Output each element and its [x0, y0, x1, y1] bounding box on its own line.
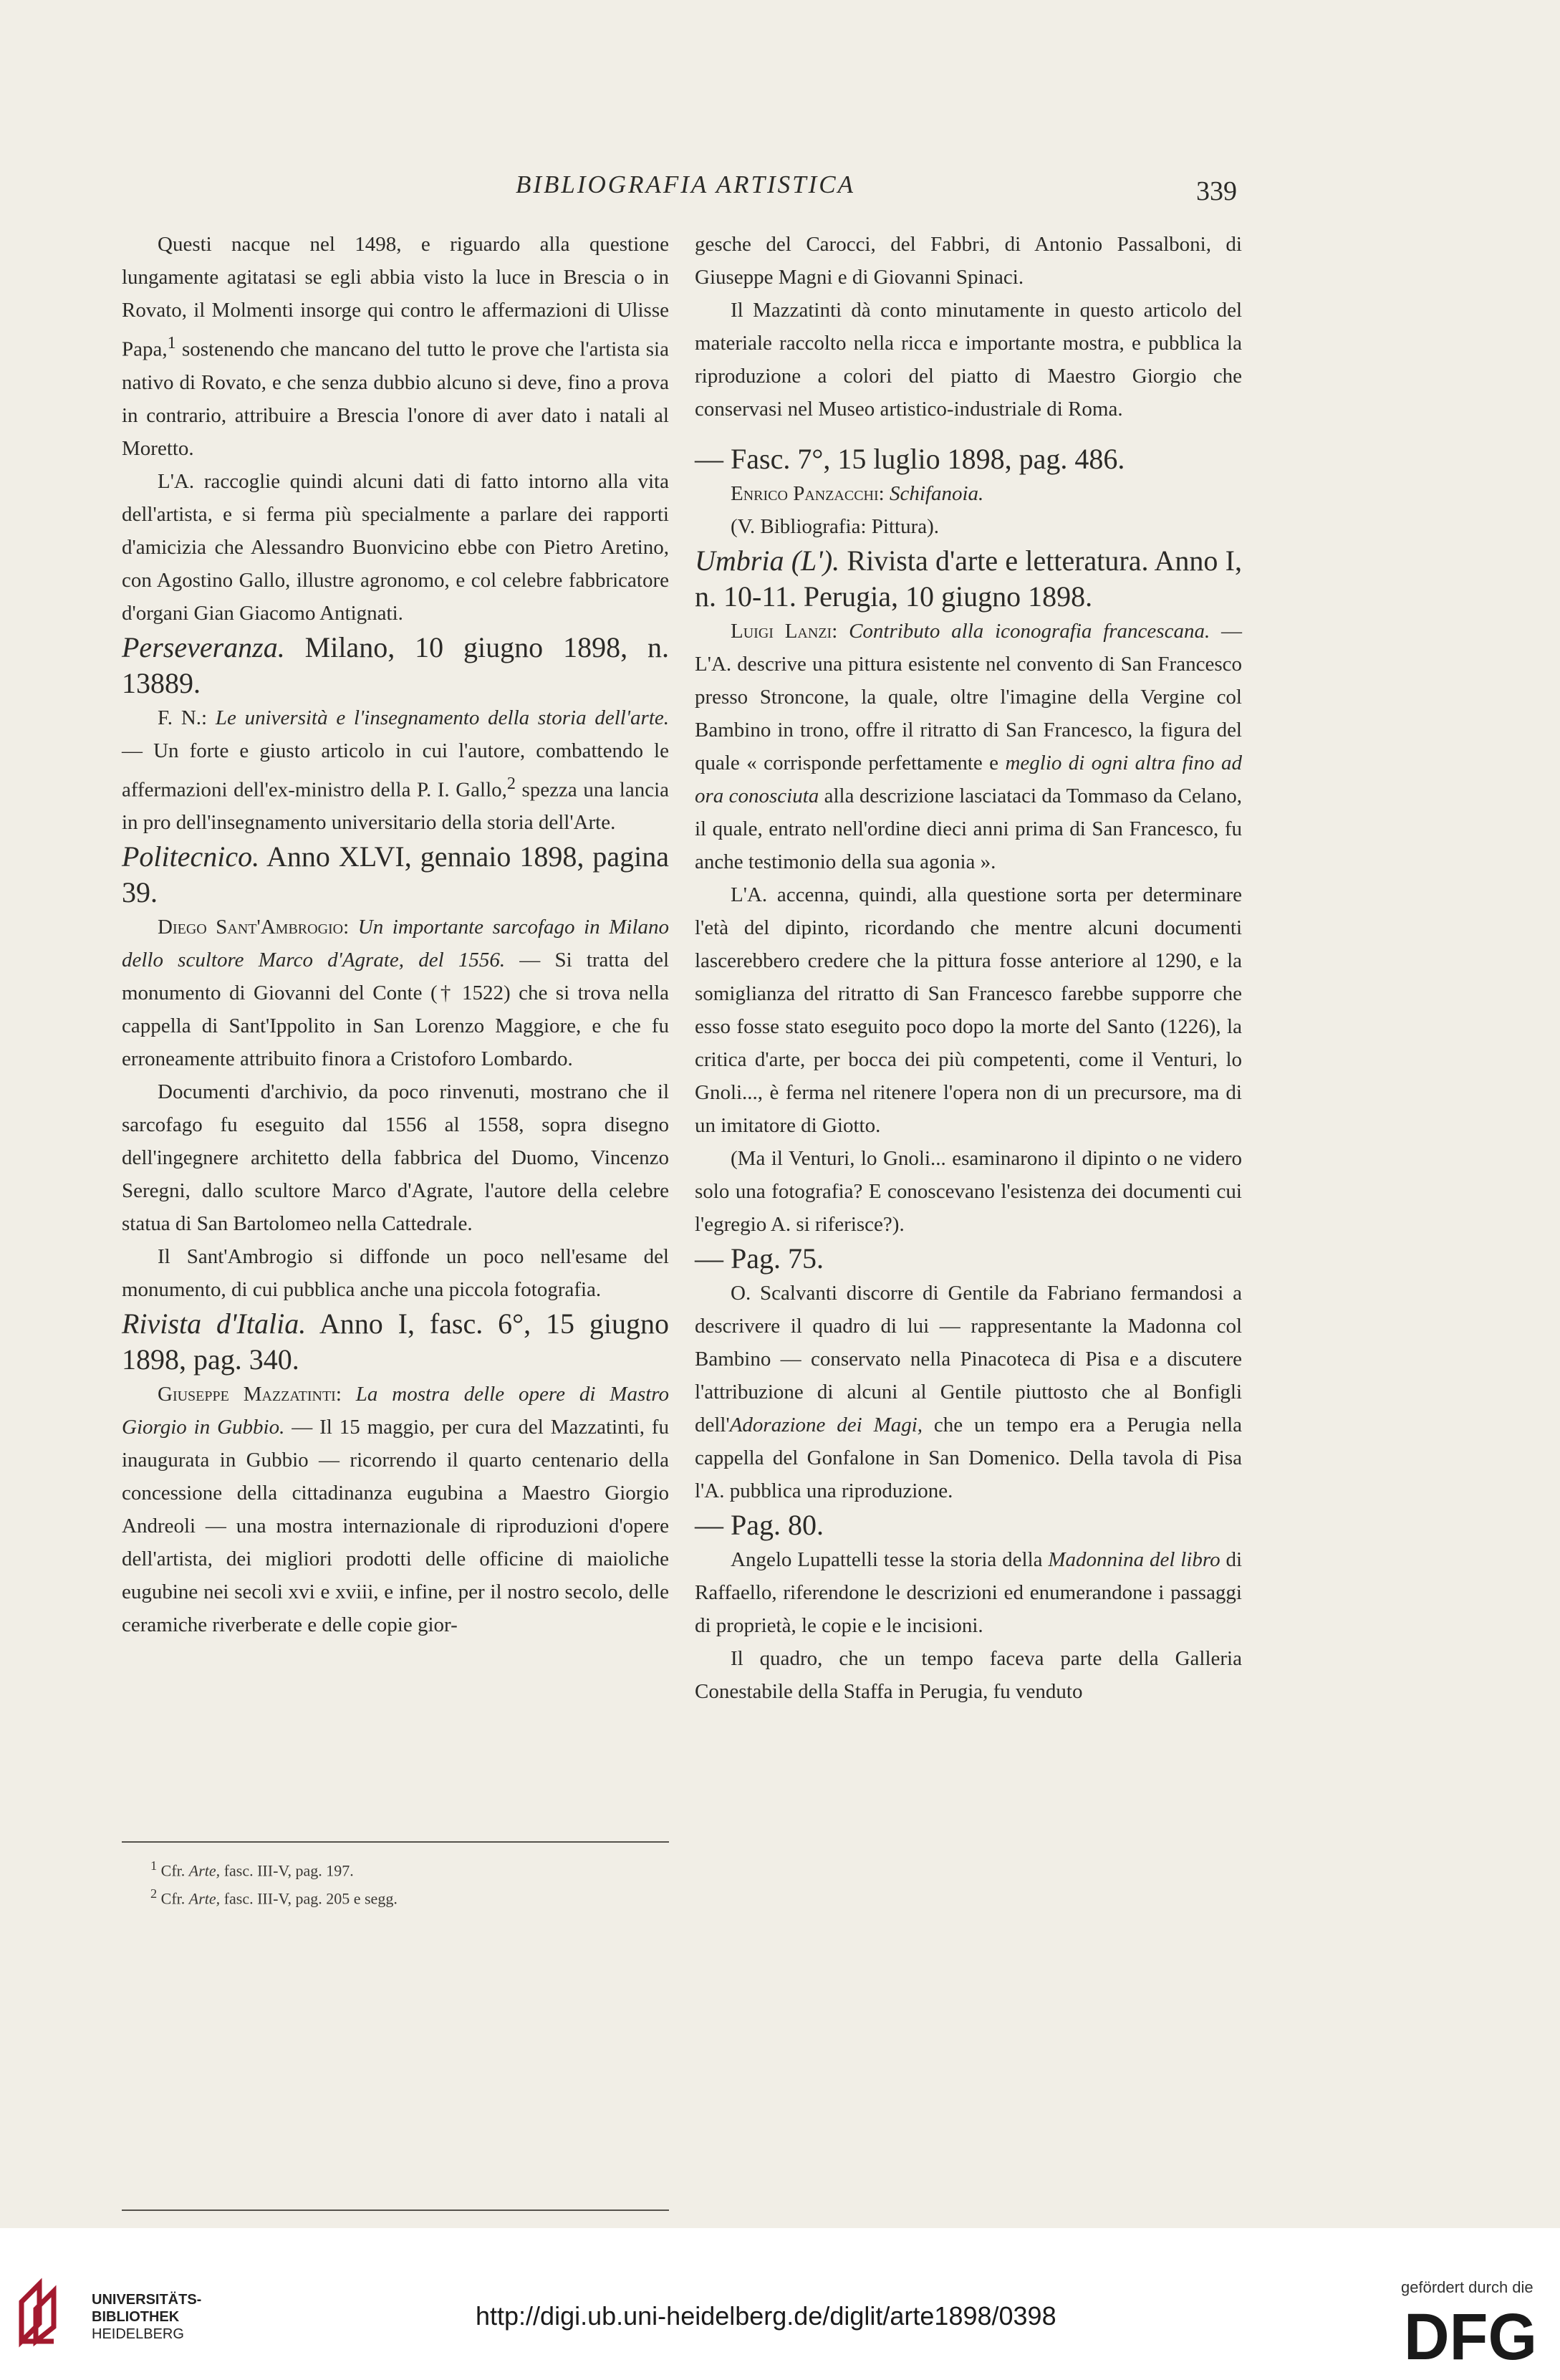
funding-label: gefördert durch die — [1401, 2278, 1533, 2296]
entry-author: Luigi Lanzi: — [731, 620, 838, 643]
paragraph: Il Mazzatinti dà conto minutamente in questo articolo del materiale raccolto nella ricca e importante mostra, e pubblica la riproduzione a colori del piatto di Maestro Giorgio che conservasi nel Museo artistico-industriale di Roma. — [695, 299, 1242, 421]
entry-title: La mostra delle opere di Mastro Giorgio in Gubbio. — [122, 1383, 669, 1439]
paragraph: O. Scalvanti discorre di Gentile da Fabriano fermandosi a descrivere il quadro di lui — rappresentante la Madonna col Bambino — conservato nella Pinacoteca di Pisa e a discutere l'attribuzione di alcuni al Gentile piuttosto che al Bonfigli dell'Adorazione dei Magi, che un tempo era a Perugia nella cappella del Gonfalone in San Domenico. Della tavola di Pisa l'A. pubblica una riproduzione. — [695, 1282, 1242, 1502]
entry-paragraph: Giuseppe Mazzatinti: La mostra delle opere di Mastro Giorgio in Gubbio. — Il 15 maggio, per cura del Mazzatinti, fu inaugurata in Gubbio — ricorrendo il quarto centenario della concessione della cittadinanza eugubina a Maestro Giorgio Andreoli — una mostra internazionale di riproduzioni d'opere dell'artista, dei migliori prodotti delle officine di maioliche eugubine nei secoli xvi e xviii, e infine, per il nostro secolo, delle ceramiche riverberate e delle copie gior- — [122, 1383, 669, 1637]
running-head: BIBLIOGRAFIA ARTISTICA — [516, 171, 855, 198]
right-column — [695, 228, 1242, 1708]
paragraph: (Ma il Venturi, lo Gnoli... esaminarono il dipinto o ne videro solo una fotografia? E conoscevano l'esistenza dei documenti cui l'egregio A. si riferisce?). — [695, 1147, 1242, 1236]
paragraph: Il quadro, che un tempo faceva parte della Galleria Conestabile della Staffa in Perugia, fu venduto — [695, 1647, 1242, 1703]
entry-author: F. N.: — [158, 706, 208, 729]
entry-title: Un importante sarcofago in Milano dello scultore Marco d'Agrate, del 1556. — [122, 916, 670, 972]
footnote-ref[interactable]: 1 — [167, 333, 176, 352]
footnote-area — [122, 1841, 669, 1911]
paragraph: Questi nacque nel 1498, e riguardo alla questione lungamente agitatasi se egli abbia visto la luce in Brescia o in Rovato, il Molmenti insorge qui contro le affermazioni di Ulisse Papa,$^1$ sostenendo che mancano del tutto le prove che l'artista sia nativo di Rovato, e che senza dubbio alcuno si deve, fino a prova in contrario, attribuire a Brescia l'onore di aver dato i natali al Moretto. — [122, 233, 669, 460]
university-library-logo-icon — [14, 2277, 86, 2348]
section-heading: — Pag. 75. — [695, 1242, 824, 1275]
paragraph: L'A. raccoglie quindi alcuni dati di fatto intorno alla vita dell'artista, e si ferma più specialmente a parlare dei rapporti d'amicizia che Alessandro Buonvicino ebbe con Pietro Aretino, con Agostino Gallo, illustre agronomo, e col celebre fabbricatore d'organi Gian Giacomo Antignati. — [122, 469, 669, 625]
paragraph: Il Sant'Ambrogio si diffonde un poco nell'esame del monumento, di cui pubblica anche una piccola fotografia. — [122, 1245, 669, 1302]
page-number: 339 — [1196, 176, 1237, 206]
footnote-number: 2 — [150, 1886, 158, 1901]
section-heading: Perseveranza. Milano, 10 giugno 1898, n. 13889. — [122, 630, 669, 699]
entry-author: Giuseppe Mazzatinti: — [158, 1383, 342, 1406]
entry-author: Diego Sant'Ambrogio: — [158, 916, 350, 939]
footnote-ref[interactable]: 2 — [506, 773, 516, 793]
entry-author: Enrico Panzacchi: — [731, 482, 885, 505]
permalink[interactable]: http://digi.ub.uni-heidelberg.de/diglit/arte1898/0398 — [476, 2301, 1056, 2331]
paragraph: Angelo Lupattelli tesse la storia della Madonnina del libro di Raffaello, riferendone le descrizioni ed enumerandone i passaggi di proprietà, le copie e le incisioni. — [695, 1548, 1243, 1637]
section-heading: — Fasc. 7°, 15 luglio 1898, pag. 486. — [695, 443, 1125, 475]
footnote-rule — [122, 1841, 669, 1843]
entry-paragraph: Diego Sant'Ambrogio: Un importante sarcofago in Milano dello scultore Marco d'Agrate, del 1556. — Si tratta del monumento di Giovanni del Conte († 1522) che si trova nella cappella di Sant'Ippolito in San Lorenzo Maggiore, e che fu erroneamente attribuito finora a Cristoforo Lombardo. — [122, 916, 670, 1071]
footnote-2: $^2$ Cfr. Arte, fasc. III-V, pag. 205 e segg. — [150, 1886, 398, 1908]
section-heading: Politecnico. Anno XLVI, gennaio 1898, pagina 39. — [122, 840, 669, 909]
cross-reference: (V. Bibliografia: Pittura). — [731, 515, 940, 538]
left-column — [122, 228, 669, 1641]
dfg-logo-text: DFG — [1404, 2303, 1537, 2366]
entry-paragraph — [695, 477, 1242, 510]
entry-paragraph: Luigi Lanzi: Contributo alla iconografia francescana. — L'A. descrive una pittura esistente nel convento di San Francesco presso Stroncone, la quale, oltre l'imagine della Vergine col Bambino in trono, offre il ritratto di San Francesco, la figura del quale « corrisponde perfettamente e meglio di ogni altra fino ad ora conosciuta alla descrizione lasciataci da Tommaso da Celano, il quale, entrato nell'ordine dieci anni prima di San Francesco, fu anche testimonio della sua agonia ». — [695, 620, 1242, 873]
paragraph: L'A. accenna, quindi, alla questione sorta per determinare l'età del dipinto, ricordando che mentre alcuni documenti lascerebbero credere che la pittura fosse anteriore al 1290, e la somiglianza del ritratto di San Francesco farebbe supporre che esso fosse stato eseguito poco dopo la morte del Santo (1226), la critica d'arte, per bocca dei più competenti, come il Venturi, lo Gnoli..., è ferma nel ritenere l'opera non di un precursore, ma di un imitatore di Giotto. — [695, 883, 1242, 1137]
entry-title: Le università e l'insegnamento della storia dell'arte. — [215, 706, 670, 729]
entry-title: Schifanoia. — [889, 482, 984, 505]
entry-paragraph: F. N.: Le università e l'insegnamento della storia dell'arte. — Un forte e giusto articolo in cui l'autore, combattendo le affermazioni dell'ex-ministro della P. I. Gallo,$^2$ spezza una lancia in pro dell'insegnamento universitario della storia dell'Arte. — [122, 706, 670, 835]
library-name: UNIVERSITÄTS- BIBLIOTHEK HEIDELBERG — [92, 2292, 202, 2342]
footnote-1: $^1$ Cfr. Arte, fasc. III-V, pag. 197. — [150, 1858, 354, 1880]
footnote-number: 1 — [150, 1858, 158, 1873]
paragraph: gesche del Carocci, del Fabbri, di Antonio Passalboni, di Giuseppe Magni e di Giovanni Spinaci. — [695, 233, 1242, 289]
footnote-divider — [122, 2209, 669, 2211]
section-heading: Umbria (L'). Rivista d'arte e letteratura. Anno I, n. 10-11. Perugia, 10 giugno 1898. — [695, 544, 1242, 613]
entry-title: Contributo alla iconografia francescana. — [849, 620, 1210, 643]
section-heading: Rivista d'Italia. Anno I, fasc. 6°, 15 giugno 1898, pag. 340. — [122, 1307, 669, 1376]
paragraph: Documenti d'archivio, da poco rinvenuti, mostrano che il sarcofago fu eseguito dal 1556 al 1558, sopra disegno dell'ingegnere architetto della fabbrica del Duomo, Vincenzo Seregni, dallo scultore Marco d'Agrate, l'autore della celebre statua di San Bartolomeo nella Cattedrale. — [122, 1080, 669, 1236]
dfg-logo-icon — [1404, 2303, 1539, 2366]
section-heading: — Pag. 80. — [695, 1509, 824, 1541]
